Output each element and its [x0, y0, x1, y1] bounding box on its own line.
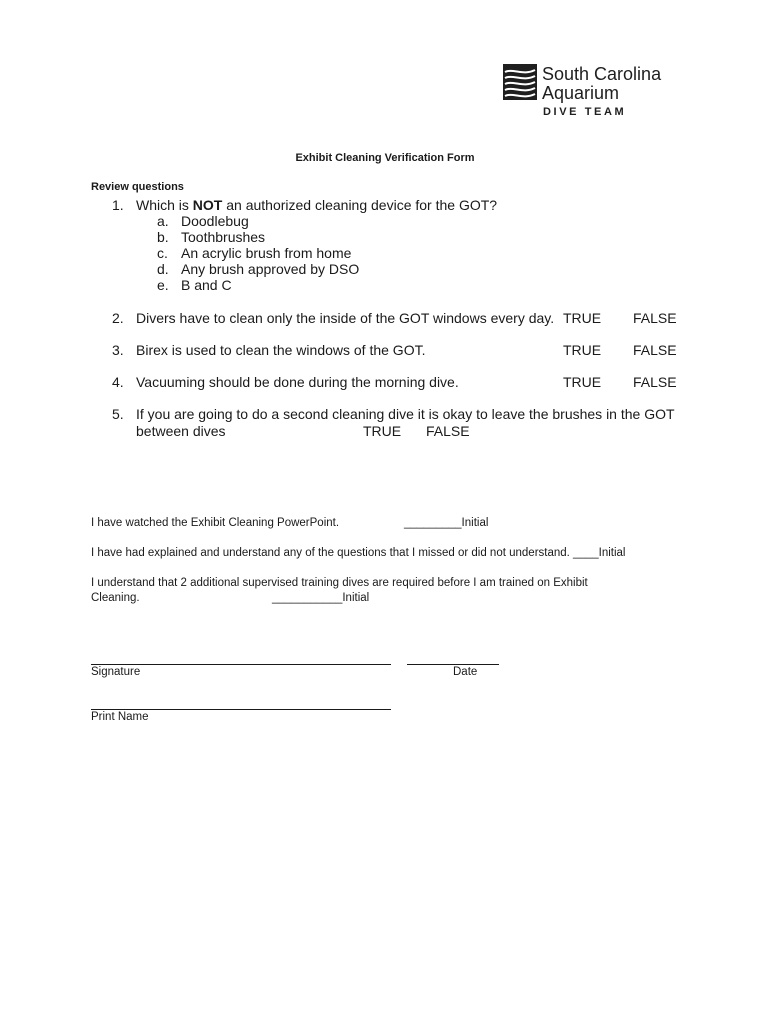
option-text: B and C: [181, 277, 232, 293]
logo-line-3: DIVE TEAM: [543, 106, 627, 118]
option-letter: b.: [157, 229, 169, 245]
form-title: Exhibit Cleaning Verification Form: [295, 152, 475, 164]
statement-training-line-1: I understand that 2 additional supervised training dives are required before I am trained on Exhibit: [91, 577, 588, 589]
true-option[interactable]: TRUE: [563, 374, 602, 390]
false-option[interactable]: FALSE: [633, 374, 677, 390]
option-text: Any brush approved by DSO: [181, 261, 360, 277]
option-text: An acrylic brush from home: [181, 245, 352, 261]
signature-label: Signature: [91, 666, 141, 678]
initial-field-powerpoint[interactable]: _________Initial: [404, 517, 489, 529]
statement-questions: I have had explained and understand any of the questions that I missed or did not understand. ____Initial: [91, 547, 626, 559]
question-text-emphasis: NOT: [192, 197, 223, 213]
question-text: Birex is used to clean the windows of the GOT.: [136, 342, 426, 358]
question-text: [136, 197, 497, 213]
question-text: Vacuuming should be done during the morning dive.: [136, 374, 459, 390]
question-text-line-2: between dives: [136, 423, 226, 439]
question-text-pre: Which is: [136, 197, 193, 213]
true-option[interactable]: TRUE: [563, 310, 602, 326]
review-heading: Review questions: [91, 181, 184, 193]
false-option[interactable]: FALSE: [633, 310, 677, 326]
statement-training-line-2: Cleaning.: [91, 592, 140, 604]
true-option[interactable]: TRUE: [563, 342, 602, 358]
question-number: 4.: [112, 374, 124, 390]
question-number: 5.: [112, 406, 124, 422]
print-name-label: Print Name: [91, 711, 149, 723]
option-letter: c.: [157, 245, 168, 261]
initial-field-training[interactable]: ___________Initial: [272, 592, 370, 604]
logo-line-2: Aquarium: [542, 83, 620, 103]
option-text: Doodlebug: [181, 213, 249, 229]
statement-powerpoint: I have watched the Exhibit Cleaning PowerPoint.: [91, 517, 340, 529]
option-letter: a.: [157, 213, 169, 229]
option-letter: e.: [157, 277, 169, 293]
question-text-line-1: If you are going to do a second cleaning dive it is okay to leave the brushes in the GOT: [136, 406, 675, 422]
option-letter: d.: [157, 261, 169, 277]
date-label: Date: [453, 666, 478, 678]
option-text: Toothbrushes: [181, 229, 266, 245]
logo-line-1: South Carolina: [542, 64, 662, 84]
true-option[interactable]: TRUE: [363, 423, 402, 439]
question-text-post: an authorized cleaning device for the GOT?: [222, 197, 498, 213]
question-number: 2.: [112, 310, 124, 326]
question-number: 1.: [112, 197, 124, 213]
false-option[interactable]: FALSE: [426, 423, 470, 439]
question-text: Divers have to clean only the inside of the GOT windows every day.: [136, 310, 555, 326]
question-number: 3.: [112, 342, 124, 358]
wave-stripes-icon: [503, 64, 537, 100]
false-option[interactable]: FALSE: [633, 342, 677, 358]
